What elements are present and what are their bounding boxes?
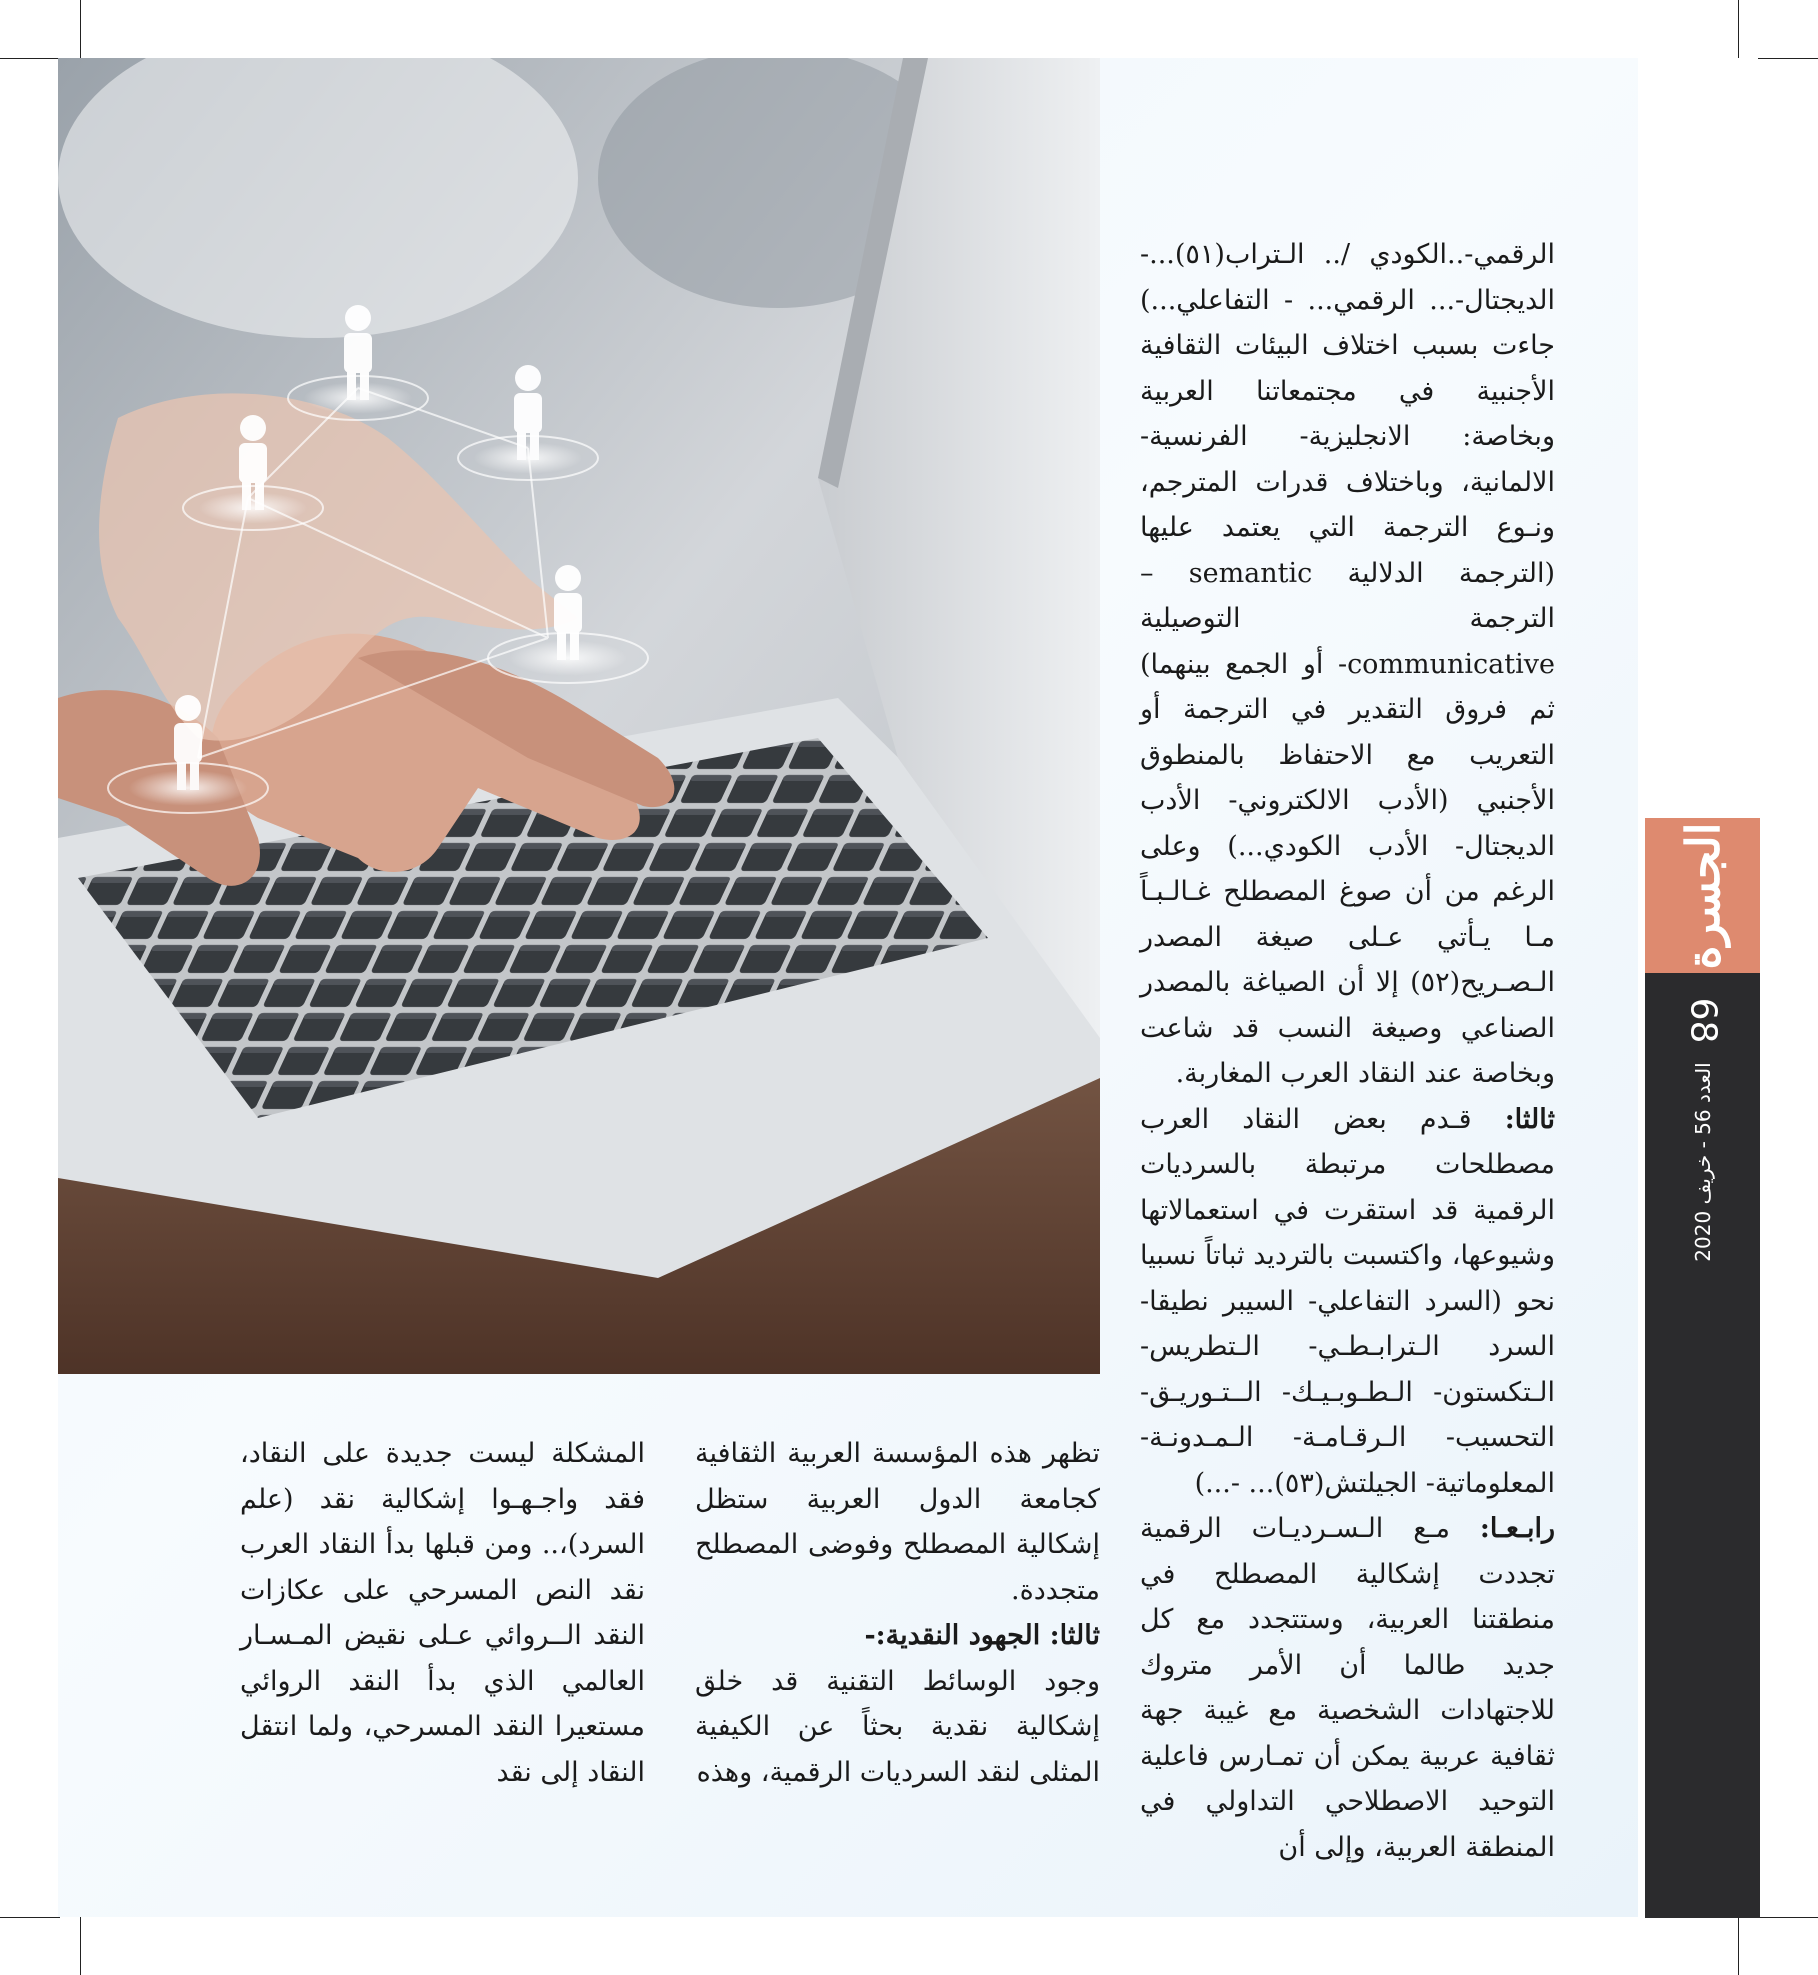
logo-text: الجسرة: [1675, 821, 1730, 970]
article-column-right: [1140, 232, 1555, 1870]
sidebar-strip: [1645, 818, 1760, 1918]
issue-info: [1645, 990, 1760, 1290]
paragraph-text: مـع الـسـرديـات الرقمية تجددت إشكالية المصطلح في منطقتنا العربية، وستتجدد مع كل جديد طالما أن الأمر متروك للاجتهادات الشخصية مع غيبة جهة ثقافية عربية يمكن أن تمـارس فاعلية التوحيد الاصطلاحي التداولي في المنطقة العربية، وإلى أن: [1140, 1513, 1555, 1863]
article-column-left: [240, 1431, 645, 1795]
crop-mark: [80, 1917, 81, 1975]
crop-mark: [1758, 58, 1818, 59]
article-photo: [58, 58, 1100, 1374]
paragraph: المشكلة ليست جديدة على النقاد، فقد واجـهـوا إشكالية نقد (علم السرد)،.. ومن قبلها بدأ النقاد العرب نقد النص المسرحي على عكازات النقد الــروائي عـلى نقيض المـسـار العالمي الذي بدأ النقد الروائي مستعيرا النقد المسرحي، ولما انتقل النقاد إلى نقد: [240, 1438, 645, 1788]
issue-label: العدد 56 - خريف 2020: [1690, 1062, 1715, 1262]
crop-mark: [1758, 1917, 1818, 1918]
paragraph: الرقمي-..الكودي /.. الـتراب(٥١)...- الديجتال-... الرقمي... - التفاعلي...) جاءت بسبب اختلاف البيئات الثقافية الأجنبية في مجتمعاتنا العربية وبخاصة: الانجليزية- الفرنسية- الالمانية، وباختلاف قدرات المترجم، ونـوع الترجمة التي يعتمد عليها (الترجمة الدلالية semantic – الترجمة التوصيلية communicative- أو الجمع بينهما) ثم فروق التقدير في الترجمة أو التعريب مع الاحتفاظ بالمنطوق الأجنبي (الأدب الالكتروني- الأدب الديجتال- الأدب الكودي...) وعلى الرغم من أن صوغ المصطلح غـالـبـاً مـا يـأتي عـلى صيغة المصدر الـصـريح(٥٢) إلا أن الصياغة بالمصدر الصناعي وصيغة النسب قد شاعت وبخاصة عند النقاد العرب المغاربة.: [1140, 239, 1555, 1089]
article-column-middle: [695, 1431, 1100, 1795]
paragraph: [1140, 1097, 1555, 1507]
magazine-logo: [1645, 818, 1760, 973]
crop-mark: [80, 0, 81, 58]
section-heading: ثالثا: الجهود النقدية:-: [864, 1620, 1100, 1651]
page-number: 68: [1682, 997, 1723, 1044]
paragraph: وجود الوسائط التقنية قد خلق إشكالية نقدية بحثاً عن الكيفية المثلى لنقد السرديات الرقمية، وهذه: [695, 1665, 1100, 1788]
paragraph: [1140, 1506, 1555, 1870]
section-lead: رابـعـا:: [1479, 1513, 1555, 1544]
section-lead: ثالثا:: [1504, 1103, 1555, 1135]
crop-mark: [0, 1917, 60, 1918]
paragraph: تظهر هذه المؤسسة العربية الثقافية كجامعة الدول العربية ستظل إشكالية المصطلح وفوضى المصطلح متجددة.: [695, 1438, 1100, 1606]
crop-mark: [1738, 1917, 1739, 1975]
crop-mark: [1738, 0, 1739, 58]
crop-mark: [0, 58, 60, 59]
paragraph-text: قـدم بعض النقاد العرب مصطلحات مرتبطة بالسرديات الرقمية قد استقرت في استعمالاتها وشيوعها، واكتسبت بالترديد ثباتاً نسبيا نحو (السرد التفاعلي- السيبر نطيقا- السرد الـترابـطـي- الـتطريس- الـتكستون- الـطـوبـيـك- الــتـوريـق- التحسيب- الـرقـامـة- الـمـدونـة- المعلوماتية- الجيلتش(٥٣)... -...): [1140, 1103, 1555, 1499]
